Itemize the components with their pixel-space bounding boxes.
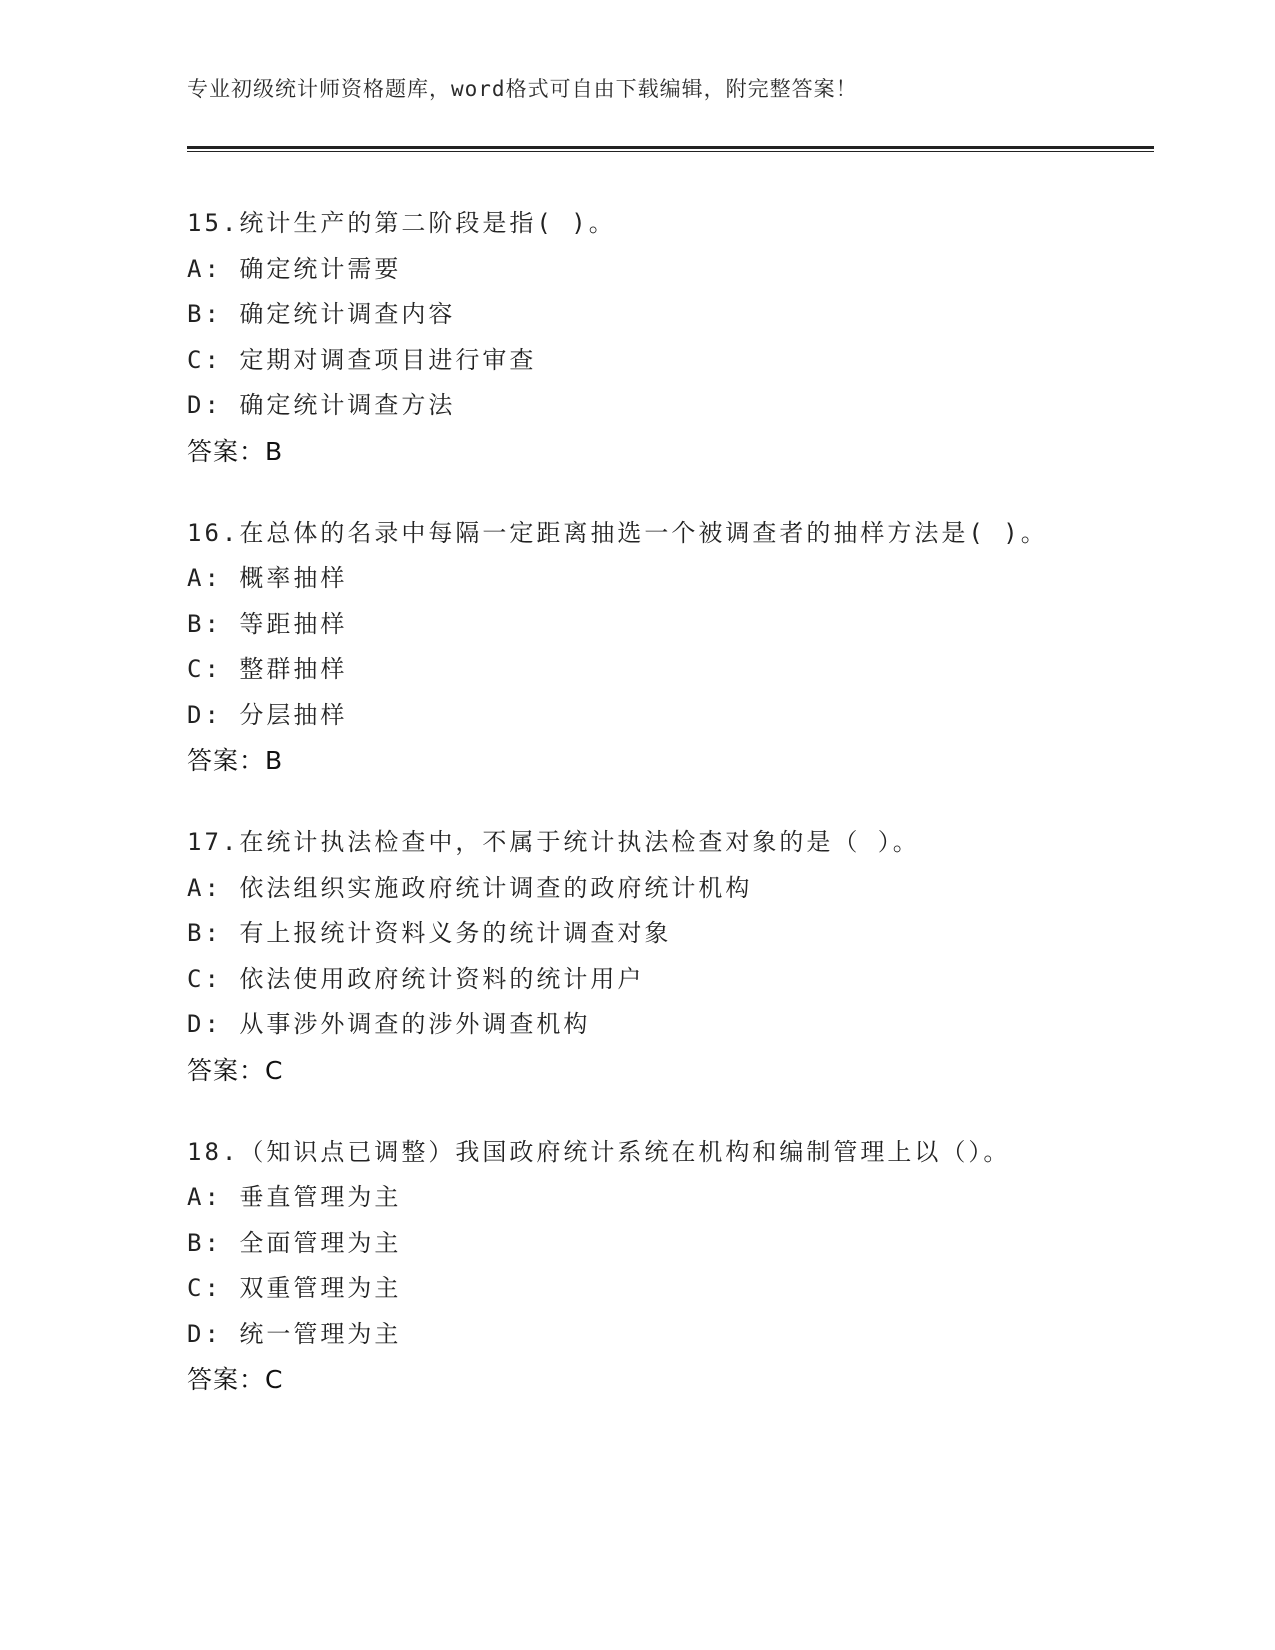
option-d: D: 确定统计调查方法 — [187, 391, 456, 419]
question-17 — [187, 820, 1067, 1094]
option-a: A: 垂直管理为主 — [187, 1183, 402, 1211]
question-18 — [187, 1130, 1067, 1404]
answer-line: 答案：B — [187, 746, 284, 775]
option-b: B: 全面管理为主 — [187, 1228, 402, 1257]
option-a: A: 概率抽样 — [187, 564, 348, 592]
option-c: C: 依法使用政府统计资料的统计用户 — [187, 964, 645, 993]
header-rule-thin — [187, 151, 1154, 152]
question-16 — [187, 511, 1067, 785]
option-c: C: 定期对调查项目进行审查 — [187, 345, 537, 374]
answer-line: 答案：C — [187, 1055, 284, 1085]
question-stem: 15.统计生产的第二阶段是指( )。 — [187, 209, 616, 237]
answer-line: 答案：C — [187, 1365, 284, 1394]
page-header: 专业初级统计师资格题库，word格式可自由下载编辑，附完整答案！ — [187, 77, 858, 101]
question-stem: 16.在总体的名录中每隔一定距离抽选一个被调查者的抽样方法是( )。 — [187, 518, 1048, 547]
answer-line: 答案：B — [187, 436, 284, 466]
option-b: B: 等距抽样 — [187, 609, 348, 638]
option-b: B: 确定统计调查内容 — [187, 300, 456, 328]
question-15 — [187, 201, 1067, 475]
header-rule-thick — [187, 146, 1154, 149]
option-c: C: 整群抽样 — [187, 655, 348, 683]
option-d: D: 分层抽样 — [187, 700, 348, 729]
option-d: D: 从事涉外调查的涉外调查机构 — [187, 1010, 591, 1038]
question-stem: 18.（知识点已调整）我国政府统计系统在机构和编制管理上以（）。 — [187, 1137, 1011, 1166]
option-b: B: 有上报统计资料义务的统计调查对象 — [187, 919, 672, 947]
question-stem: 17.在统计执法检查中，不属于统计执法检查对象的是（ ）。 — [187, 828, 920, 856]
option-a: A: 确定统计需要 — [187, 254, 402, 283]
option-a: A: 依法组织实施政府统计调查的政府统计机构 — [187, 873, 753, 902]
option-c: C: 双重管理为主 — [187, 1274, 402, 1302]
option-d: D: 统一管理为主 — [187, 1319, 402, 1348]
question-list — [187, 201, 1067, 1439]
